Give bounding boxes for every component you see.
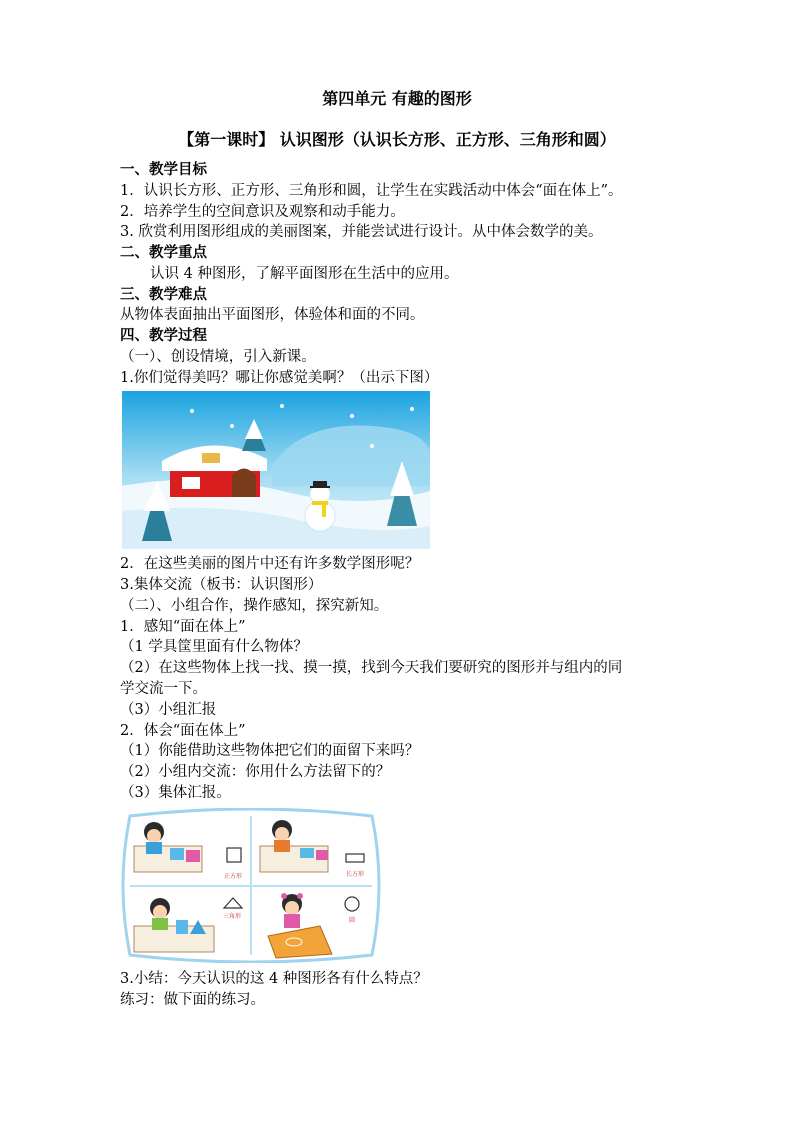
step-2-a: （1）你能借助这些物体把它们的面留下来吗？ (120, 743, 420, 759)
step-2: 2．体会“面在体上” (120, 723, 246, 739)
key-heading: 二、教学重点 (120, 244, 207, 261)
difficulty-text: 从物体表面抽出平面图形，体验体和面的不同。 (120, 307, 425, 323)
lesson-subtitle: 【第一课时】 认识图形（认识长方形、正方形、三角形和圆） (178, 130, 616, 149)
label-square: 正方形 (224, 873, 243, 880)
step-1: 1．感知“面在体上” (120, 619, 246, 635)
step-1-b-cont: 学交流一下。 (120, 681, 207, 697)
page-title: 第四单元 有趣的图形 (322, 89, 472, 108)
key-text: 认识 4 种图形，了解平面图形在生活中的应用。 (150, 266, 459, 282)
question-1: 1.你们觉得美吗？哪让你感觉美啊？（出示下图） (120, 370, 439, 386)
step-1-c: （3）小组汇报 (120, 702, 217, 718)
step-2-b: （2）小组内交流：你用什么方法留下的？ (120, 764, 391, 780)
label-rectangle: 长方形 (346, 871, 365, 878)
summary: 3.小结：今天认识的这 4 种图形各有什么特点？ (120, 971, 428, 987)
goal-1: 1．认识长方形、正方形、三角形和圆，让学生在实践活动中体会“面在体上”。 (120, 183, 623, 199)
shapes-activity-image (120, 808, 382, 963)
process-heading: 四、教学过程 (120, 327, 207, 344)
step-2-c: （3）集体汇报。 (120, 785, 231, 801)
question-2: 2．在这些美丽的图片中还有许多数学图形呢？ (120, 556, 420, 572)
practice: 练习：做下面的练习。 (120, 992, 265, 1008)
part-2-heading: （二）、小组合作，操作感知，探究新知。 (120, 598, 389, 614)
part-1-heading: （一）、创设情境，引入新课。 (120, 349, 316, 365)
step-1-a: （1 学具筐里面有什么物体？ (120, 639, 308, 655)
goals-heading: 一、教学目标 (120, 161, 207, 178)
winter-scene-image (122, 391, 430, 549)
goal-2: 2．培养学生的空间意识及观察和动手能力。 (120, 204, 405, 220)
difficulty-heading: 三、教学难点 (120, 286, 207, 303)
label-triangle: 三角形 (223, 913, 242, 920)
goal-3: 3. 欣赏利用图形组成的美丽图案，并能尝试进行设计。从中体会数学的美。 (120, 224, 603, 240)
label-circle: 圆 (349, 917, 356, 924)
step-1-b: （2）在这些物体上找一找、摸一摸，找到今天我们要研究的图形并与组内的同 (120, 660, 623, 676)
question-3: 3.集体交流（板书：认识图形） (120, 577, 323, 593)
